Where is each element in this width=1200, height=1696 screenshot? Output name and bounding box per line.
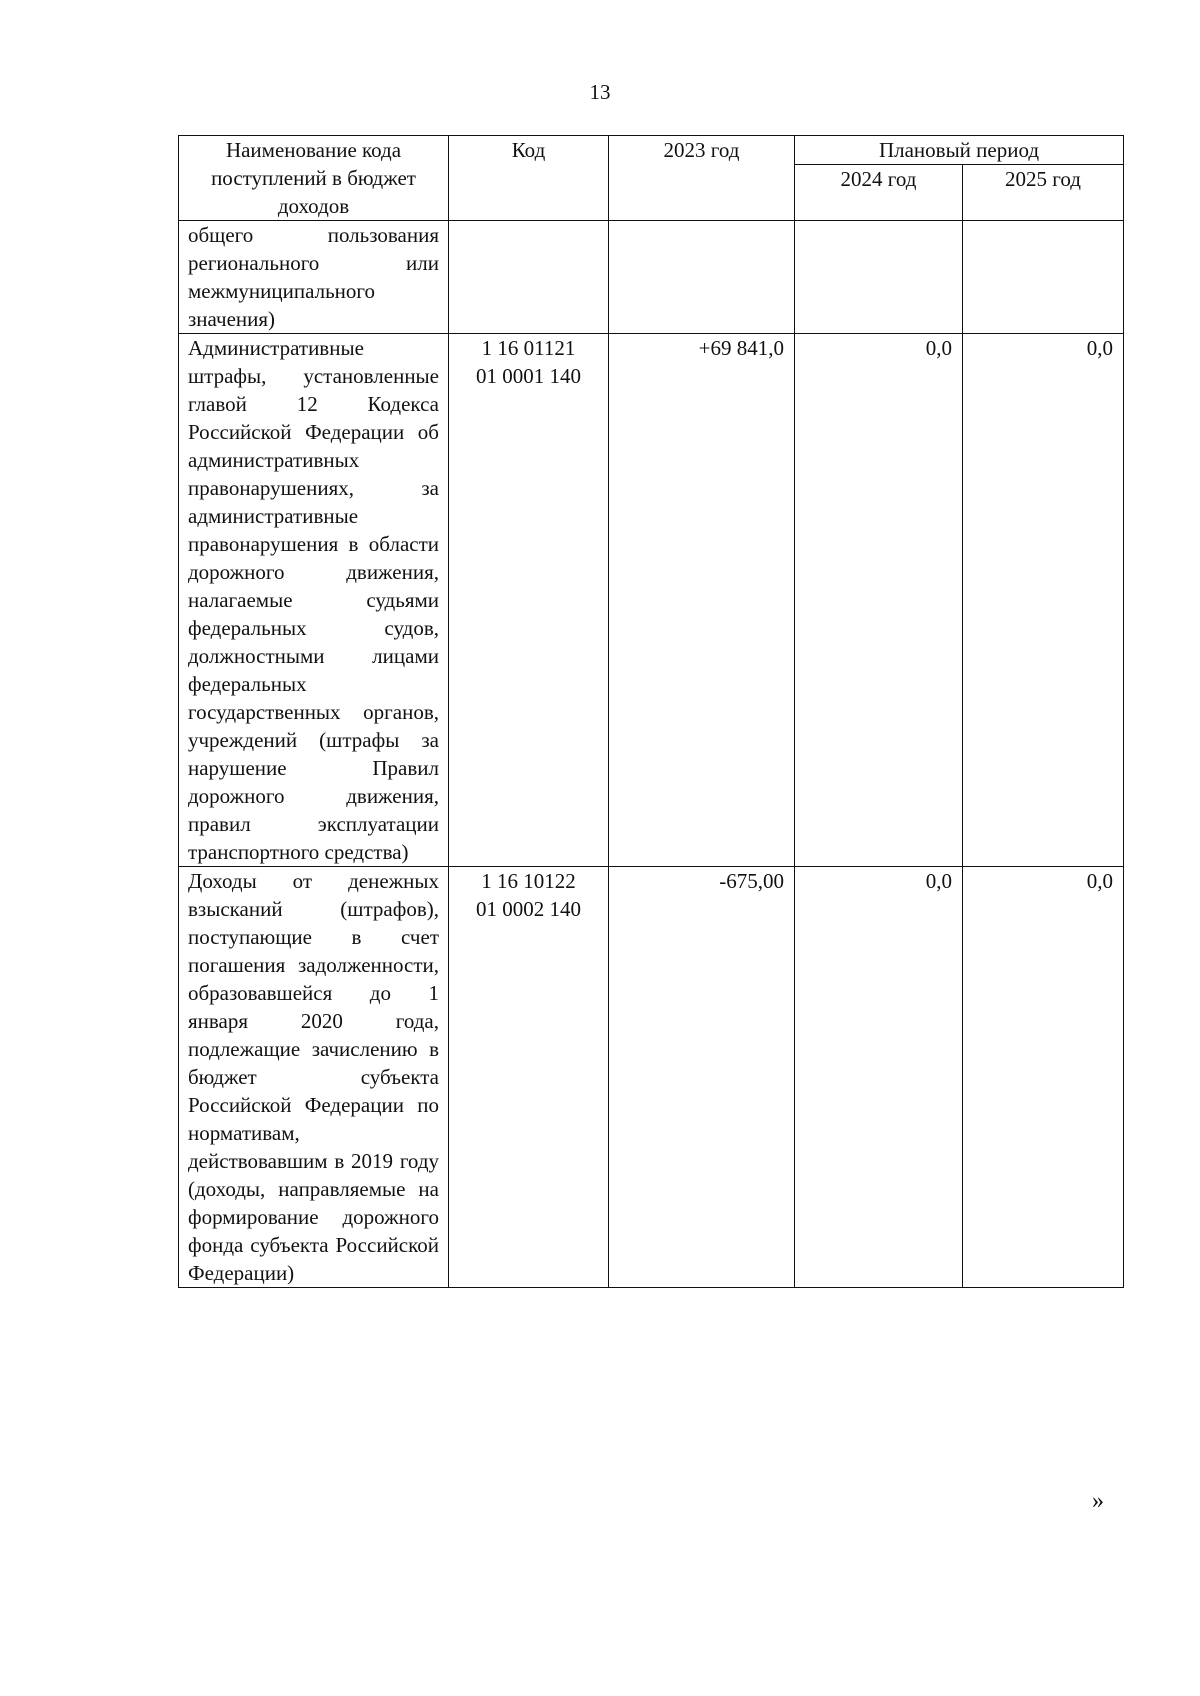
header-2024: 2024 год <box>840 167 917 191</box>
row-2025-value: 0,0 <box>1086 336 1114 360</box>
row-2024-value: 0,0 <box>925 336 952 360</box>
header-planned-period-cell <box>795 136 1124 165</box>
row-name-cell <box>179 221 449 334</box>
row-2023-value: +69 841,0 <box>698 336 784 360</box>
row-2025-cell <box>963 221 1124 334</box>
row-2025-value: 0,0 <box>1086 869 1114 893</box>
row-2023-cell <box>609 221 795 334</box>
header-2024-cell <box>795 165 963 221</box>
table-row <box>179 221 1124 334</box>
header-2025: 2025 год <box>1005 167 1081 191</box>
row-2023-value: -675,00 <box>719 869 784 893</box>
header-2023: 2023 год <box>663 138 740 162</box>
page-number: 13 <box>589 80 611 104</box>
row-2025-cell <box>963 334 1124 867</box>
header-row-top <box>179 136 1124 165</box>
row-name: Административные штрафы, установленные главой 12 Кодекса Российской Федерации об административных правонарушениях, за административные правонарушения в области дорожного движения, налагаемые судьями федеральных судов, должностными лицами федеральных государственных органов, учреждений (штрафы за нарушение Правил дорожного движения, правил эксплуатации транспортного средства) <box>188 336 439 864</box>
row-code-part1: 1 16 10122 <box>481 869 576 893</box>
header-name: Наименование кода поступлений в бюджет доходов <box>211 138 416 218</box>
row-code-part2: 01 0001 140 <box>476 364 581 388</box>
row-name: Доходы от денежных взысканий (штрафов), поступающие в счет погашения задолженности, образовавшейся до 1 января 2020 года, подлежащие зачислению в бюджет субъекта Российской Федерации по нормативам, действовавшим в 2019 году (доходы, направляемые на формирование дорожного фонда субъекта Российской Федерации) <box>188 869 439 1285</box>
header-code: Код <box>511 138 546 162</box>
row-name: общего пользования регионального или межмуниципального значения) <box>188 223 439 331</box>
row-code-part2: 01 0002 140 <box>476 897 581 921</box>
header-planned-period: Плановый период <box>878 138 1040 162</box>
row-2025-cell <box>963 867 1124 1288</box>
revenue-table <box>178 135 1124 1288</box>
table-row <box>179 334 1124 867</box>
row-name-cell <box>179 334 449 867</box>
row-code-cell <box>449 334 609 867</box>
row-name-cell <box>179 867 449 1288</box>
row-2023-cell <box>609 334 795 867</box>
header-2023-cell <box>609 136 795 221</box>
row-2024-value: 0,0 <box>925 869 952 893</box>
row-code-cell <box>449 867 609 1288</box>
closing-quote: » <box>1092 1488 1104 1514</box>
row-code-cell <box>449 221 609 334</box>
table-row <box>179 867 1124 1288</box>
row-2023-cell <box>609 867 795 1288</box>
header-2025-cell <box>963 165 1124 221</box>
row-2024-cell <box>795 867 963 1288</box>
header-code-cell <box>449 136 609 221</box>
row-code-part1: 1 16 01121 <box>481 336 576 360</box>
row-2024-cell <box>795 221 963 334</box>
row-2024-cell <box>795 334 963 867</box>
header-name-cell <box>179 136 449 221</box>
